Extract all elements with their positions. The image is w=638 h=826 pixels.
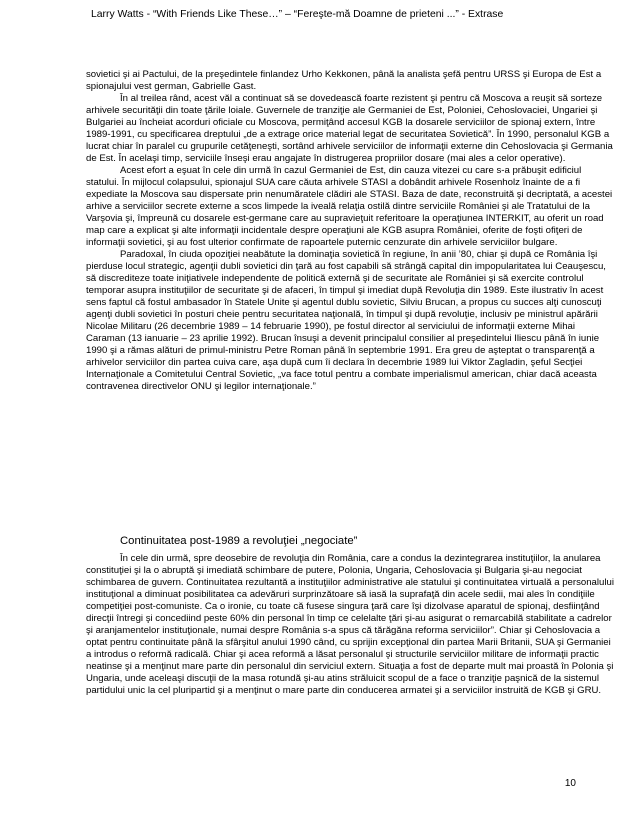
paragraph-1: sovietici şi ai Pactului, de la preşedintele finlandez Urho Kekkonen, până la analista şefă pentru URSS şi Europa de Est a spionajului vest german, Gabrielle Gast. <box>86 69 602 92</box>
body-block-2 <box>86 553 616 697</box>
paragraph-5: În cele din urmă, spre deosebire de revoluţia din România, care a condus la dezintegrarea instituţiilor, la anularea constituţiei şi la o abruptă şi imediată schimbare de putere, Polonia, Ungaria, Cehoslovacia şi Bulgaria şi-au negociat schimbarea de guvern. Continuitatea rezultantă a instituţiilor administrative ale statului şi continuitatea virtuală a personalului instituţional a diminuat posibilitatea ca adevăruri surprinzătoare să iasă la suprafaţă din acele sedii, mai ales în condiţiile competiţiei post-comuniste. Ca o ironie, cu toate că fusese singura ţară care îşi dizolvase aparatul de spionaj, desfiinţând direcţii întregi şi concediind peste 60% din personal în timp ce celelalte ţări şi-au asigurat o remarcabilă stabilitate a cadrelor şi aranjamentelor instituţionale, numai despre România s-a spus că tărăgăna reforma serviciilor”. Chiar şi Cehoslovacia a optat pentru continuitate până la sfârşitul anului 1990 când, cu sprijin excepţional din partea Marii Britanii, SUA şi Germaniei a introdus o reformă radicală. Chiar şi acea reformă a lăsat personalul şi structurile serviciilor militare de informaţii practic neatinse şi a menţinut mare parte din personalul din serviciul extern. Situaţia a fost de departe mult mai proastă în Polonia şi Ungaria, unde aceleaşi discuţii de la masa rotundă şi-au atins străluicit scopul de a face o tranziţie paşnică de la sistemul partidului unic la cel pluripartid şi a menţinut o mare parte din conducerea armatei şi a serviciilor instruită de KGB şi GRU. <box>86 553 614 696</box>
body-block-1 <box>86 69 616 393</box>
running-header: Larry Watts - “With Friends Like These…” – “Fereşte-mă Doamne de prieteni ...” - Extrase <box>91 9 504 20</box>
section-heading: Continuitatea post-1989 a revoluţiei „negociate” <box>120 535 358 547</box>
page-number: 10 <box>564 778 576 789</box>
paragraph-3: Acest efort a eşuat în cele din urmă în cazul Germaniei de Est, din cauza vitezei cu care s-a prăbuşit edificiul statului. În mijlocul colapsului, spionajul SUA care căuta arhivele STASI a dobândit arhivele Rosenholz înainte de a fi expediate la Moscova sau dispersate prin nenumăratele clădiri ale STASI. Baza de date, reconstruită şi decriptată, a acestei arhive a serviciilor secrete externe a scos limpede la iveală relaţia ostilă dintre serviciile României şi ale Tratatului de la Varşovia şi, împreună cu dosarele est-germane care au supravieţuit referitoare la operaţiunea INTERKIT, au oferit un road map care a explicat şi alte informaţii incidentale despre operaţiuni ale KGB asupra României, oferite de foşti ofiţeri de informaţii sovietici, şi au fost ulterior confirmate de rapoartele puternic cenzurate din arhivele serviciilor bulgare. <box>86 165 613 248</box>
paragraph-2: În al treilea rând, acest văl a continuat să se dovedească foarte rezistent şi pentru că Moscova a reuşit să sorteze arhivele securităţii din toate ţările loiale. Guvernele de tranziţie ale Germaniei de Est, Poloniei, Cehoslovaciei, Ungariei şi Bulgariei au încheiat acorduri oficiale cu Moscova, permiţând accesul KGB la dosarele serviciilor de spionaj extern, între 1989-1991, cu specificarea dreptului „de a extrage orice material legat de securitatea Sovietică”. În 1990, personalul KGB a lucrat chiar în paralel cu grupurile cetăţeneşti, sortând arhivele serviciilor de informaţii externe din Cehoslovacia şi Germania de Est. În acelaşi timp, serviciile înseşi erau angajate în distrugerea propriilor dosare (mai ales a celor operative). <box>86 93 613 164</box>
paragraph-4: Paradoxal, în ciuda opoziţiei neabătute la dominaţia sovietică în regiune, în anii ’80, chiar şi după ce România îşi pierduse locul strategic, agenţii dubli sovietici din ţară au fost capabili să strângă capital din impopularitatea lui Ceauşescu, să discrediteze toate iniţiativele independente de politică externă şi de securitate ale României şi să exercite controlul temporar asupra instituţiilor de securitate şi de afaceri, în timpul şi imediat după Revoluţia din 1989. Este ilustrativ în acest sens faptul că fostul ambasador în Statele Unite şi agentul dublu sovietic, Silviu Brucan, a propus cu succes alţi cunoscuţi agenţi dubli sovietici în posturi cheie pentru securitatea naţională, în timpul şi după revoluţie, inclusiv pe ministrul apărării Nicolae Militaru (26 decembrie 1989 – 14 februarie 1990), pe fostul director al serviciului de informaţii externe Mihai Caraman (13 ianuarie – 23 aprilie 1992). Brucan însuşi a devenit principalul consilier al preşedintelui Iliescu până în iunie 1990 şi a rămas alături de primul-ministru Petre Roman până în septembrie 1991. Era greu de aşteptat o transparenţă a arhivelor serviciilor din partea cuiva care, aşa după cum îi declara în decembrie 1989 lui Viktor Zagladin, şeful Secţiei Internaţionale a Comitetului Central Sovietic, „va face totul pentru a combate imperialismul american, chiar dacă aceasta contravenea directivelor ONU şi legilor internaţionale.” <box>86 249 606 392</box>
